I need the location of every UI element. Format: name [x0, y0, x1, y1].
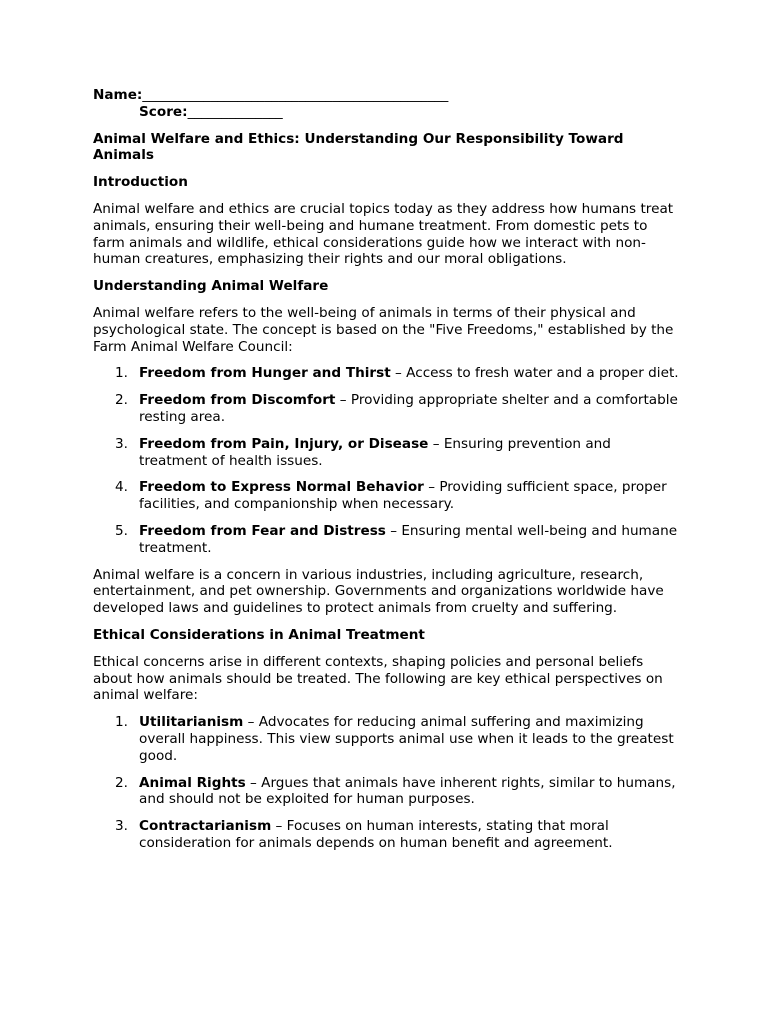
- list-description: – Focuses on human interests, stating that moral consideration for animals depends on human benefit and agreement.: [139, 818, 613, 851]
- list-number: 2.: [115, 774, 128, 791]
- list-number: 2.: [115, 392, 128, 409]
- list-number: 3.: [115, 818, 128, 835]
- list-term: Animal Rights: [139, 774, 246, 791]
- list-term: Freedom from Fear and Distress: [139, 522, 386, 539]
- list-description: – Ensuring prevention and treatment of health issues.: [139, 435, 611, 469]
- list-item: [93, 479, 683, 513]
- list-description: – Ensuring mental well-being and humane treatment.: [139, 522, 678, 556]
- list-description: – Argues that animals have inherent rights, similar to humans, and should not be exploited for human purposes.: [139, 774, 676, 808]
- ethics-paragraph: Ethical concerns arise in different contexts, shaping policies and personal beliefs about how animals should be treated. The following are key ethical perspectives on animal welfare:: [93, 653, 663, 704]
- list-number: 5.: [115, 522, 128, 539]
- understanding-closing-paragraph: Animal welfare is a concern in various industries, including agriculture, research, entertainment, and pet ownership. Governments and organizations worldwide have developed laws and guidelines to protect animals from cruelty and suffering.: [93, 566, 664, 617]
- list-term: Utilitarianism: [139, 714, 244, 731]
- score-blank: ______________: [187, 103, 283, 120]
- list-term: Freedom to Express Normal Behavior: [139, 479, 424, 496]
- list-number: 3.: [115, 435, 128, 452]
- document-page: [93, 87, 683, 862]
- name-label: Name:: [93, 87, 143, 103]
- understanding-paragraph: Animal welfare refers to the well-being of animals in terms of their physical and psychological state. The concept is based on the "Five Freedoms," established by the Farm Animal Welfare Council:: [93, 304, 674, 355]
- document-title: Animal Welfare and Ethics: Understanding Our Responsibility Toward Animals: [93, 130, 624, 164]
- list-description: – Access to fresh water and a proper diet.: [390, 365, 679, 382]
- list-description: – Providing appropriate shelter and a comfortable resting area.: [139, 392, 678, 425]
- ethical-perspectives-list: [93, 714, 683, 852]
- list-term: Freedom from Discomfort: [139, 392, 336, 409]
- list-number: 1.: [115, 365, 128, 382]
- introduction-paragraph: Animal welfare and ethics are crucial topics today as they address how humans treat animals, ensuring their well-being and humane treatment. From domestic pets to farm animals and wildlife, ethical considerations guide how we interact with non-human creatures, emphasizing their rights and our moral obligations.: [93, 200, 674, 268]
- ethics-heading: Ethical Considerations in Animal Treatment: [93, 626, 425, 643]
- name-field-line: [93, 87, 683, 104]
- list-description: – Advocates for reducing animal suffering and maximizing overall happiness. This view supports animal use when it leads to the greatest good.: [139, 714, 674, 764]
- score-label: Score:: [139, 103, 188, 120]
- list-item: [93, 714, 683, 764]
- list-item: [93, 818, 683, 852]
- list-number: 1.: [115, 714, 128, 731]
- list-item: [93, 523, 683, 557]
- list-description: – Providing sufficient space, proper facilities, and companionship when necessary.: [139, 479, 667, 513]
- list-number: 4.: [115, 479, 128, 496]
- list-item: [93, 365, 683, 382]
- list-term: Freedom from Hunger and Thirst: [139, 365, 391, 382]
- understanding-heading: Understanding Animal Welfare: [93, 278, 329, 295]
- list-item: [93, 436, 683, 470]
- list-term: Contractarianism: [139, 818, 272, 835]
- five-freedoms-list: [93, 365, 683, 556]
- introduction-heading: Introduction: [93, 174, 188, 191]
- list-item: [93, 392, 683, 426]
- name-blank: _____________________________________________: [142, 87, 449, 103]
- list-item: [93, 775, 683, 809]
- list-term: Freedom from Pain, Injury, or Disease: [139, 435, 429, 452]
- score-field-line: [139, 104, 683, 121]
